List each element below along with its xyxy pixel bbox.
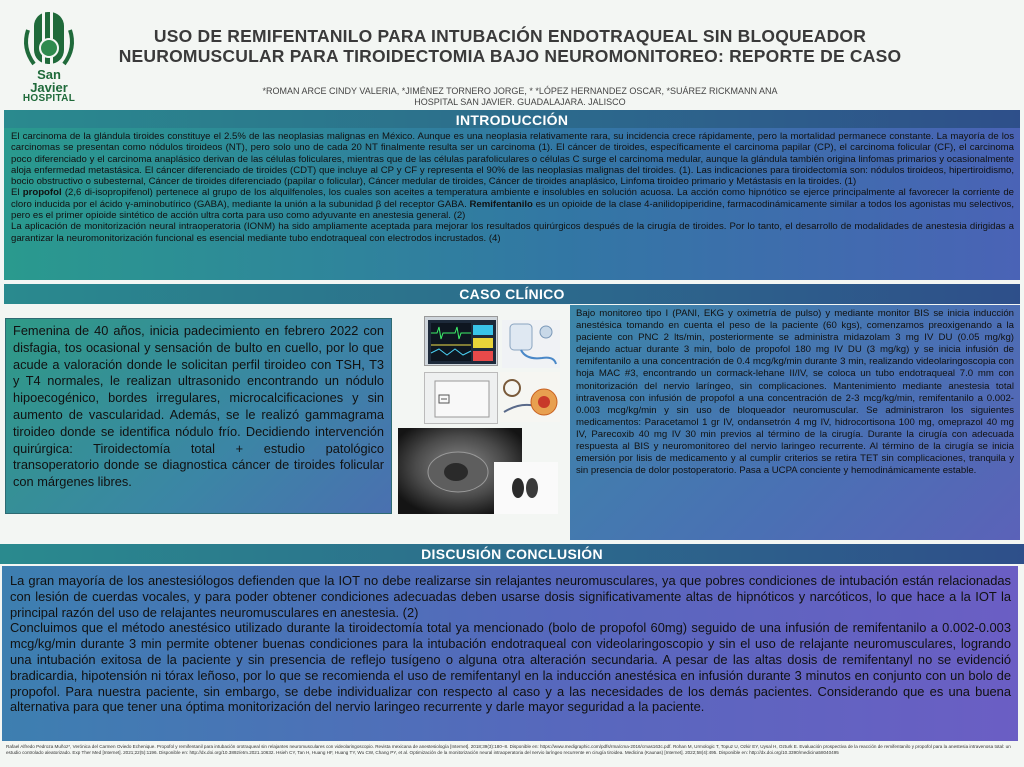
- case-history-box: Femenina de 40 años, inicia padecimiento en febrero 2022 con disfagia, tos ocasional y sensación de bulto en cuello, por lo que acude a valoración donde le solicitan perfil tiroideo con TSH, T3 y T4 normales, le realizan ultrasonido encontrando un nódulo hipoecogénico, bordes irregulares, microcalcificaciones y sin aumento de vascularidad. Además, se le realizó gammagrama tiroideo donde se identifica nódulo frío. Decidiendo intervención quirúrgica: Tiroidectomía total + estudio patológico transoperatorio donde se diagnostica cáncer de tiroides folicular con márgenes libres.: [5, 318, 392, 514]
- title-line-1: USO DE REMIFENTANILO PARA INTUBACIÓN ENDOTRAQUEAL SIN BLOQUEADOR: [153, 26, 867, 46]
- title-line-2: NEUROMUSCULAR PARA TIROIDECTOMIA BAJO NEUROMONITOREO: REPORTE DE CASO: [118, 46, 902, 66]
- thyroid-gammagram-image: [494, 462, 558, 514]
- references: Rafael Alfredo Pedroza Muñoz*, Verónica del Carmen Oviedo Echenique. Propofol y remifentanil para intubación orotraqueal sin relajantes neuromusculares con videolaringoscopio. Revista mexicana de anestesiología [Internet]. 2018;39(3):180–8. Disponible en: https://www.medigraphic.com/pdfs/rma/cma-2016/cmas163c.pdf. Rohan M, Urmologic T, Topuz U, Ozkir EY, Uysal H, Ozturk E. Evaluación prospectiva de la reacción de remifentanilo y propofol para la anestesia intravenosa total: un estudio controlado aleatorizado. Exp Ther Med [Internet]. 2021;22(5):1196. Disponible en: http://dx.doi.org/10.3892/etm.2021.10632. Hsieh CY, Tan H, Huang HF, Huang TY, Wu CW, Chang PY, et al. Optimización de la monitorización neural intraoperatoria del nervio laríngeo recurrente en cirugía tiroidea. Medicina (Kaunas) [Internet]. 2022;58(4):495. Disponible en: http://dx.doi.org/10.3390/medicina58040495: [6, 744, 1011, 755]
- intro-p2-text-c: es un opioide de la clase 4-anilidopiperidine, farmacodinámicamente similar a todos los agonistas mu selectivos, pero es el primer opioide sintético de acción ultra corta para uso como adyuvante en anestesia general. (2): [11, 198, 1014, 222]
- intro-paragraph-2: [11, 187, 1014, 221]
- intro-paragraph-1: El carcinoma de la glándula tiroides constituye el 2.5% de las neoplasias malignas en México. Aunque es una neoplasia relativamente rara, su incidencia crece rápidamente, pero la mortalidad permanece constante. La mayoría de los carcinomas se presentan como nódulos tiroideos (NT), pero solo uno de cada 20 NT finalmente resulta ser un carcinoma (1). El cáncer de tiroides, específicamente el carcinoma papilar (CP), el carcinoma folicular (CF), el carcinoma poco diferenciado y el carcinoma anaplásico derivan de las células foliculares, mientras que de las células parafoliculares o células C surge el carcinoma medular, aunque la glándula también origina linfomas primarios y ocasionalmente aloja enfermedad metastásica. El cáncer diferenciado de tiroides (CDT) que incluye al CP y CF y representa el 90% de las neoplasias malignas del tiroides. (1). Las indicaciones para tiroidectomía son: nódulos tiroideos, hipertiroidismo, bocio obstructivo o subesternal, Cáncer de tiroides diferenciado (papilar o folicular), Cáncer medular de tiroides, Cáncer de tiroides anaplásico, Linfoma tiroideo primario y Metástasis en la tiroides. (1): [11, 131, 1014, 188]
- discussion-text-box: [2, 566, 1018, 741]
- poster-title: [95, 26, 925, 66]
- intro-remifentanilo-bold: Remifentanilo: [469, 198, 533, 210]
- logo-text-javier: Javier: [30, 80, 68, 95]
- videolaryngoscope-screen-image: [424, 372, 498, 424]
- case-anesthesia-box: Bajo monitoreo tipo I (PANI, EKG y oximetría de pulso) y mediante monitor BIS se inicia inducción anestésica tomando en cuenta el peso de la paciente (60 kgs), comenzamos preoxigenando a la paciente con PNC 2 lts/min, posteriormente se administra midazolam 3 mg IV DU (0.05 mg/kg) dejando actuar durante 3 min, bolo de propofol 180 mg IV DU (3 mg/kg) y se inicia infusión de remifentanilo a una concentración de 0.4 mcg/kg/min durante 3 min, realizando videolaringoscopia con hoja MAC #3, encontrando un cormack-lehane II/IV, se coloca un tubo endotraqueal 7.0 mm con monitorización del nervio laríngeo, sin complicaciones. Mantenimiento mediante anestesia total intravenosa con infusión de propofol a una concentración de 2-3 mcg/kg/min, remifentanilo a 0.002-0.003 mcg/kg/min y sin uso de bloqueador neuromuscular. Se administraron los siguientes medicamentos: Paracetamol 1 gr IV, ondansetrón 4 mg IV, hidrocortisona 100 mg, omeprazol 40 mg IV, Parecoxib 40 mg IV 30 min previos al término de la cirugía. Durante la cirugía con adecuada respuesta al BIS y neuromonitoreo del nervio laringeo recurrente. Al término de la cirugía se inicia emersión por lisis de medicamento y al cumplir criterios se retira TET sin complicaciones, tranquila y sin presencia de dolor postoperatorio. Pasa a UCPA conciente y hemodinámicamente estable.: [570, 305, 1020, 540]
- authors: [260, 86, 780, 108]
- section-header-intro: INTRODUCCIÓN: [4, 110, 1020, 130]
- discussion-paragraph-1: La gran mayoría de los anestesiólogos defienden que la IOT no debe realizarse sin relajantes neuromusculares, ya que pobres condiciones de intubación están relacionadas con lesión de cuerdas vocales, y para poder obtener condiciones adecuadas deben usarse dosis significativamente altas de hipnóticos y narcóticos, lo que hace a la IOT la principal razón del uso de relajantes neuromusculares en anestesia. (2): [10, 573, 1011, 620]
- intro-text-box: [4, 128, 1020, 280]
- intro-p2-text-a: El: [11, 187, 23, 199]
- hospital-logo: [14, 10, 84, 105]
- anesthesia-monitor-image: [424, 316, 498, 366]
- logo-text-hospital: HOSPITAL: [22, 93, 76, 104]
- intro-propofol-bold: propofol: [22, 187, 62, 199]
- section-header-discusion: DISCUSIÓN CONCLUSIÓN: [0, 544, 1024, 564]
- infusion-device-image: [502, 320, 560, 368]
- section-header-caso: CASO CLÍNICO: [4, 284, 1020, 304]
- intro-p2-text-b: (2,6 di-isopropifenol) pertenece al grupo de los alquilfenoles, los cuales son aceites a temperatura ambiente e insolubles en solución acuosa. La acción como hipnótico se ejerce principalmente al favorecer la corriente de cloro inducida por el ácido γ-aminobutírico (GABA), mediante la unión a la subunidad β del receptor GABA.: [11, 187, 1014, 210]
- endotracheal-tube-image: [500, 372, 560, 422]
- authors-affiliation: HOSPITAL SAN JAVIER. GUADALAJARA. JALISCO: [414, 97, 626, 107]
- logo-emblem-icon: [14, 10, 84, 68]
- logo-text-san: San: [37, 67, 61, 82]
- discussion-paragraph-2: Concluimos que el método anestésico utilizado durante la tiroidectomía total ya mencionado (bolo de propofol 60mg) seguido de una infusión de remifentanilo a 0.002-0.003 mcg/kg/min durante 3 min permite obtener buenas condiciones para la intubación endotraqueal con videolaringoscopio y sin el uso de relajante neuromusculares, logrando una intubación exitosa de la paciente y sin presencia de reflejo tusígeno o alguna otra alteración secundaria. A pesar de las altas dosis de remifentanyl no se evidenció bradicardia, hipotensión ni tórax leñoso, por lo que se recomienda el uso de remifentanyl en la inducción anestésica en infusión durante 3 minutos en conjunto con un bolo de propofol. Para nuestra paciente, sin embargo, se debe individualizar con respecto al caso y a las necesidades de los demás pacientes. Considerando que es una buena alternativa para que tener una óptima monitorización del nervio laringeo recurrente y darle mayor seguridad a la paciente.: [10, 620, 1011, 715]
- authors-names: *ROMAN ARCE CINDY VALERIA, *JIMÉNEZ TORNERO JORGE, * *LÓPEZ HERNANDEZ OSCAR, *SUÁREZ RICKMANN ANA: [262, 86, 778, 96]
- intro-paragraph-3: La aplicación de monitorización neural intraoperatoria (IONM) ha sido ampliamente aceptada para mejorar los resultados quirúrgicos después de la cirugía de tiroides. Por lo tanto, el desarrollo de modalidades de anestesia dirigidas a garantizar la neuromonitorización funcional es esencial mediante tubo endotraqueal con electrodos incrustados. (4): [11, 221, 1014, 244]
